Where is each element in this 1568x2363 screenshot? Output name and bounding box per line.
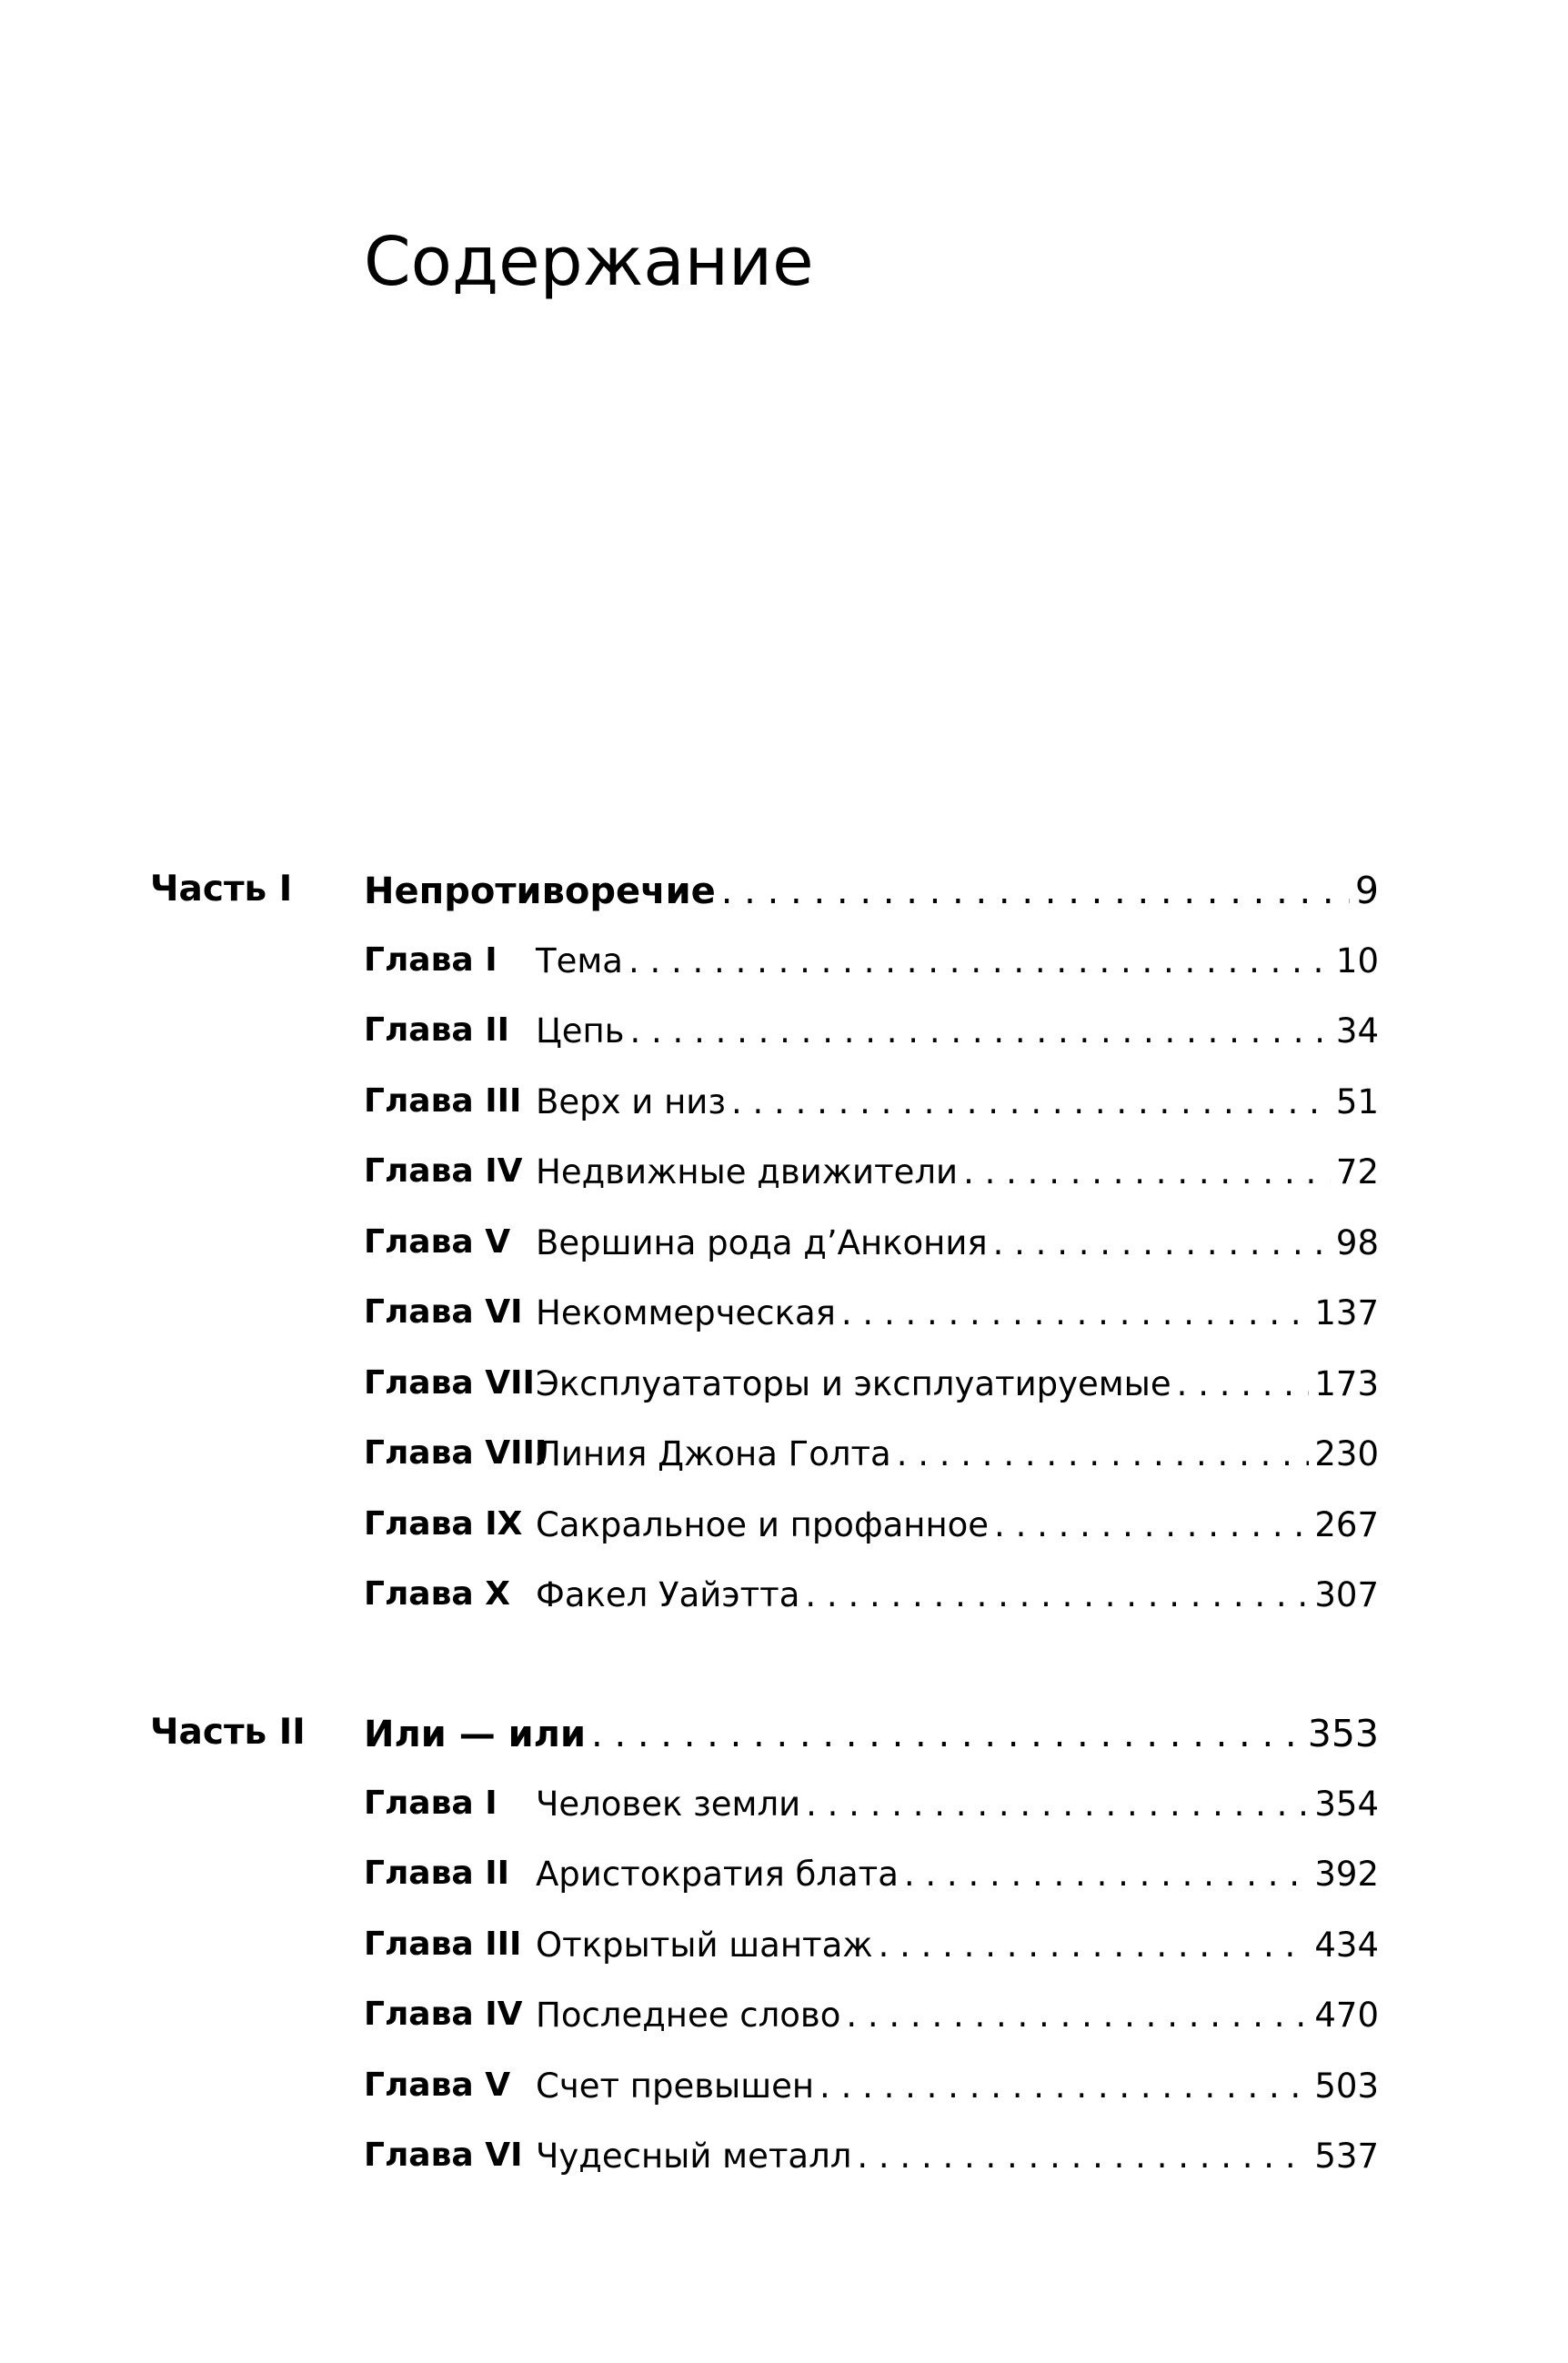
chapter-title: Вершина рода д’Анкония	[536, 1222, 988, 1262]
dot-leader	[819, 2066, 1309, 2106]
chapter-title: Некоммерческая	[536, 1293, 836, 1332]
dot-leader	[963, 1152, 1331, 1192]
dot-leader	[846, 1996, 1309, 2035]
chapter-label: Глава III	[364, 1081, 522, 1120]
part-entry[interactable]	[364, 1712, 1379, 1766]
page-number: 230	[1314, 1434, 1379, 1473]
chapter-entry[interactable]	[536, 1855, 1379, 1909]
chapter-label: Глава VII	[364, 1363, 535, 1402]
chapter-entry[interactable]	[536, 1364, 1379, 1419]
page-number: 392	[1314, 1855, 1379, 1894]
chapter-entry[interactable]	[536, 1505, 1379, 1560]
chapter-entry[interactable]	[536, 2066, 1379, 2121]
page-number: 434	[1314, 1925, 1379, 1965]
dot-leader	[628, 941, 1331, 980]
page-number: 307	[1314, 1575, 1379, 1614]
chapter-entry[interactable]	[536, 1011, 1379, 1066]
page-number: 98	[1335, 1222, 1379, 1262]
dot-leader	[806, 1785, 1309, 1824]
chapter-label: Глава III	[364, 1925, 522, 1963]
dot-leader	[721, 870, 1350, 912]
page-number: 470	[1314, 1996, 1379, 2035]
page-number: 353	[1307, 1712, 1379, 1755]
page-number: 503	[1314, 2066, 1379, 2106]
chapter-entry[interactable]	[536, 1152, 1379, 1207]
dot-leader	[897, 1434, 1310, 1473]
dot-leader	[805, 1575, 1309, 1614]
page-number: 173	[1314, 1363, 1379, 1403]
chapter-label: Глава V	[364, 1222, 511, 1261]
chapter-entry[interactable]	[536, 1996, 1379, 2050]
dot-leader	[994, 1505, 1309, 1544]
chapter-label: Глава X	[364, 1575, 510, 1613]
chapter-label: Глава V	[364, 2066, 511, 2104]
page-number: 10	[1335, 940, 1379, 980]
chapter-title: Линия Джона Голта	[536, 1434, 891, 1473]
chapter-entry[interactable]	[536, 1434, 1379, 1489]
chapter-title: Последнее слово	[536, 1996, 841, 2035]
page-number: 72	[1335, 1152, 1379, 1192]
chapter-label: Глава IV	[364, 1996, 523, 2033]
page-number: 137	[1314, 1293, 1379, 1332]
chapter-title: Чудесный металл	[536, 2137, 852, 2176]
part-title: Непротиворечие	[364, 870, 716, 912]
chapter-entry[interactable]	[536, 941, 1379, 996]
dot-leader	[591, 1714, 1302, 1755]
part-label: Часть I	[150, 869, 293, 910]
chapter-label: Глава II	[364, 1011, 509, 1049]
part-label: Часть II	[150, 1712, 306, 1753]
chapter-title: Счет превышен	[536, 2066, 815, 2106]
page-number: 354	[1314, 1784, 1379, 1824]
chapter-entry[interactable]	[536, 1785, 1379, 1839]
dot-leader	[879, 1926, 1310, 1965]
chapter-label: Глава I	[364, 940, 498, 979]
chapter-title: Тема	[536, 940, 623, 980]
page-number: 267	[1314, 1504, 1379, 1544]
chapter-label: Глава VI	[364, 1293, 523, 1331]
chapter-label: Глава IX	[364, 1504, 523, 1543]
dot-leader	[904, 1855, 1310, 1894]
page-number: 51	[1335, 1081, 1379, 1121]
page-title: Содержание	[364, 223, 814, 301]
dot-leader	[993, 1223, 1331, 1262]
chapter-title: Факел Уайэтта	[536, 1575, 800, 1614]
chapter-title: Верх и низ	[536, 1081, 727, 1121]
chapter-label: Глава VIII	[364, 1434, 548, 1472]
page-number: 34	[1335, 1011, 1379, 1051]
chapter-entry[interactable]	[536, 1082, 1379, 1137]
chapter-title: Человек земли	[536, 1784, 801, 1824]
chapter-title: Открытый шантаж	[536, 1925, 873, 1965]
chapter-title: Цепь	[536, 1011, 625, 1051]
chapter-title: Недвижные движители	[536, 1152, 959, 1192]
chapter-label: Глава I	[364, 1784, 498, 1822]
page-number: 537	[1314, 2137, 1379, 2176]
chapter-label: Глава II	[364, 1855, 509, 1892]
page-number: 9	[1354, 869, 1379, 912]
dot-leader	[1177, 1364, 1310, 1403]
chapter-entry[interactable]	[536, 1575, 1379, 1630]
chapter-title: Аристократия блата	[536, 1855, 899, 1894]
chapter-entry[interactable]	[536, 1926, 1379, 1980]
chapter-title: Эксплуататоры и эксплуатируемые	[536, 1363, 1171, 1403]
part-title: Или — или	[364, 1714, 587, 1755]
chapter-entry[interactable]	[536, 1293, 1379, 1348]
chapter-entry[interactable]	[536, 1223, 1379, 1278]
dot-leader	[731, 1082, 1331, 1121]
dot-leader	[630, 1011, 1331, 1051]
dot-leader	[857, 2137, 1309, 2176]
dot-leader	[841, 1293, 1309, 1332]
chapter-label: Глава VI	[364, 2137, 523, 2174]
chapter-entry[interactable]	[536, 2137, 1379, 2191]
chapter-title: Сакральное и профанное	[536, 1504, 990, 1544]
chapter-label: Глава IV	[364, 1152, 523, 1190]
part-entry[interactable]	[364, 869, 1379, 923]
